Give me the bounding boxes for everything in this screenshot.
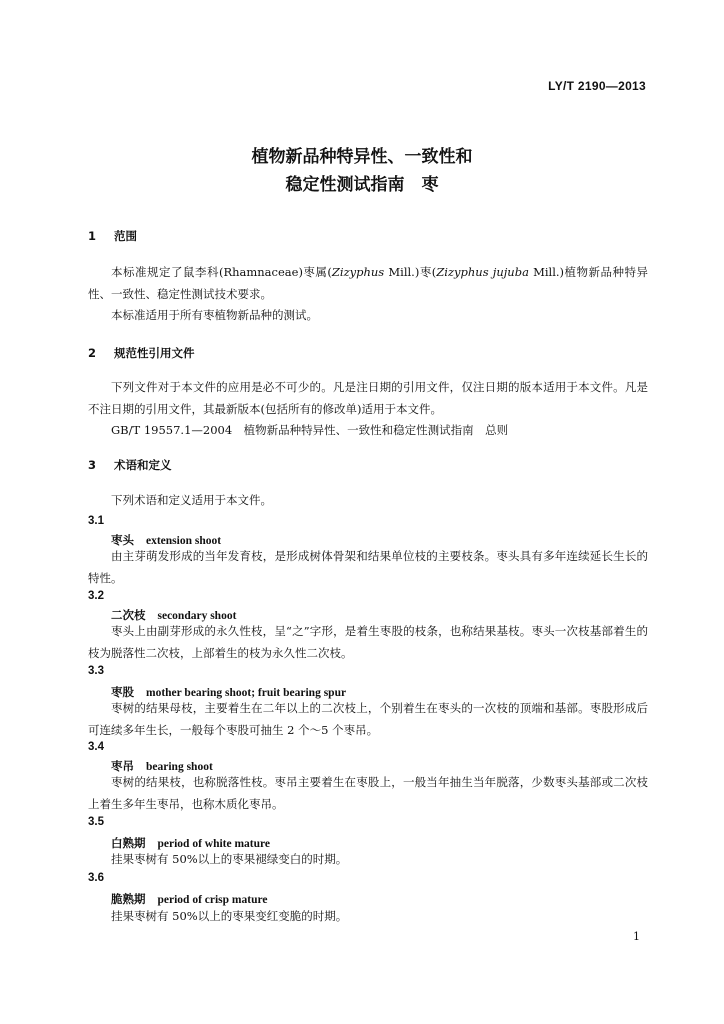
section-title: 规范性引用文件 xyxy=(114,346,195,360)
page-number: 1 xyxy=(633,930,640,943)
terms-intro: 下列术语和定义适用于本文件。 xyxy=(111,493,272,507)
term-number: 3.5 xyxy=(88,816,104,828)
title-line-2: 稳定性测试指南 枣 xyxy=(285,175,439,195)
section-number: 3 xyxy=(88,458,97,472)
term-number: 3.1 xyxy=(88,515,104,527)
section-title: 范围 xyxy=(114,229,137,243)
section-1 xyxy=(88,228,648,244)
section-number: 1 xyxy=(88,229,97,243)
term-definition: 枣树的结果母枝，主要着生在二年以上的二次枝上，个别着生在枣头的一次枝的顶端和基部。枣股形成后可连续多年生长，一般每个枣股可抽生 2 个～5 个枣吊。 xyxy=(88,701,648,737)
title-line-1: 植物新品种特异性、一致性和 xyxy=(251,147,473,167)
section-2-heading xyxy=(88,345,648,361)
term-number: 3.4 xyxy=(88,741,104,753)
term-definition: 挂果枣树有 50%以上的枣果褪绿变白的时期。 xyxy=(111,852,348,866)
term-number: 3.6 xyxy=(88,872,104,884)
section-title: 术语和定义 xyxy=(114,458,172,472)
term-heading: 二次枝 secondary shoot xyxy=(111,608,237,622)
section-3-intro xyxy=(88,490,648,512)
term-heading: 枣头 extension shoot xyxy=(111,533,222,547)
references-paragraph-2: GB/T 19557.1—2004 植物新品种特异性、一致性和稳定性测试指南 总则 xyxy=(111,423,509,437)
term-definition: 枣头上由副芽形成的永久性枝，呈“之”字形，是着生枣股的枝条，也称结果基枝。枣头一次枝基部着生的枝为脱落性二次枝，上部着生的枝为永久性二次枝。 xyxy=(88,624,648,660)
section-3-heading xyxy=(88,457,648,473)
term-definition: 挂果枣树有 50%以上的枣果变红变脆的时期。 xyxy=(111,909,348,923)
section-2-body xyxy=(88,377,648,442)
term-heading: 枣吊 bearing shoot xyxy=(111,759,213,773)
section-1-body xyxy=(88,262,648,327)
term-number: 3.2 xyxy=(88,590,104,602)
section-number: 2 xyxy=(88,346,97,360)
section-2 xyxy=(88,345,648,361)
section-3 xyxy=(88,457,648,473)
scope-paragraph-2: 本标准适用于所有枣植物新品种的测试。 xyxy=(111,308,318,322)
term-number: 3.3 xyxy=(88,665,104,677)
references-paragraph-1: 下列文件对于本文件的应用是必不可少的。凡是注日期的引用文件，仅注日期的版本适用于本文件。凡是不注日期的引用文件，其最新版本(包括所有的修改单)适用于本文件。 xyxy=(88,380,648,416)
term-heading: 白熟期 period of white mature xyxy=(111,836,271,850)
scope-paragraph-1: 本标准规定了鼠李科(Rhamnaceae)枣属(Zizyphus Mill.)枣(Zizyphus jujuba Mill.)植物新品种特异性、一致性、稳定性测试技术要求。 xyxy=(88,265,649,301)
term-definition: 枣树的结果枝，也称脱落性枝。枣吊主要着生在枣股上，一般当年抽生当年脱落，少数枣头基部或二次枝上着生多年生枣吊，也称木质化枣吊。 xyxy=(88,775,648,811)
standard-code: LY/T 2190—2013 xyxy=(548,79,646,93)
term-heading: 枣股 mother bearing shoot; fruit bearing spur xyxy=(111,685,347,699)
term-heading: 脆熟期 period of crisp mature xyxy=(111,892,268,906)
section-1-heading xyxy=(88,228,648,244)
document-title xyxy=(0,143,724,199)
term-definition: 由主芽萌发形成的当年发育枝，是形成树体骨架和结果单位枝的主要枝条。枣头具有多年连续延长生长的特性。 xyxy=(88,549,648,585)
